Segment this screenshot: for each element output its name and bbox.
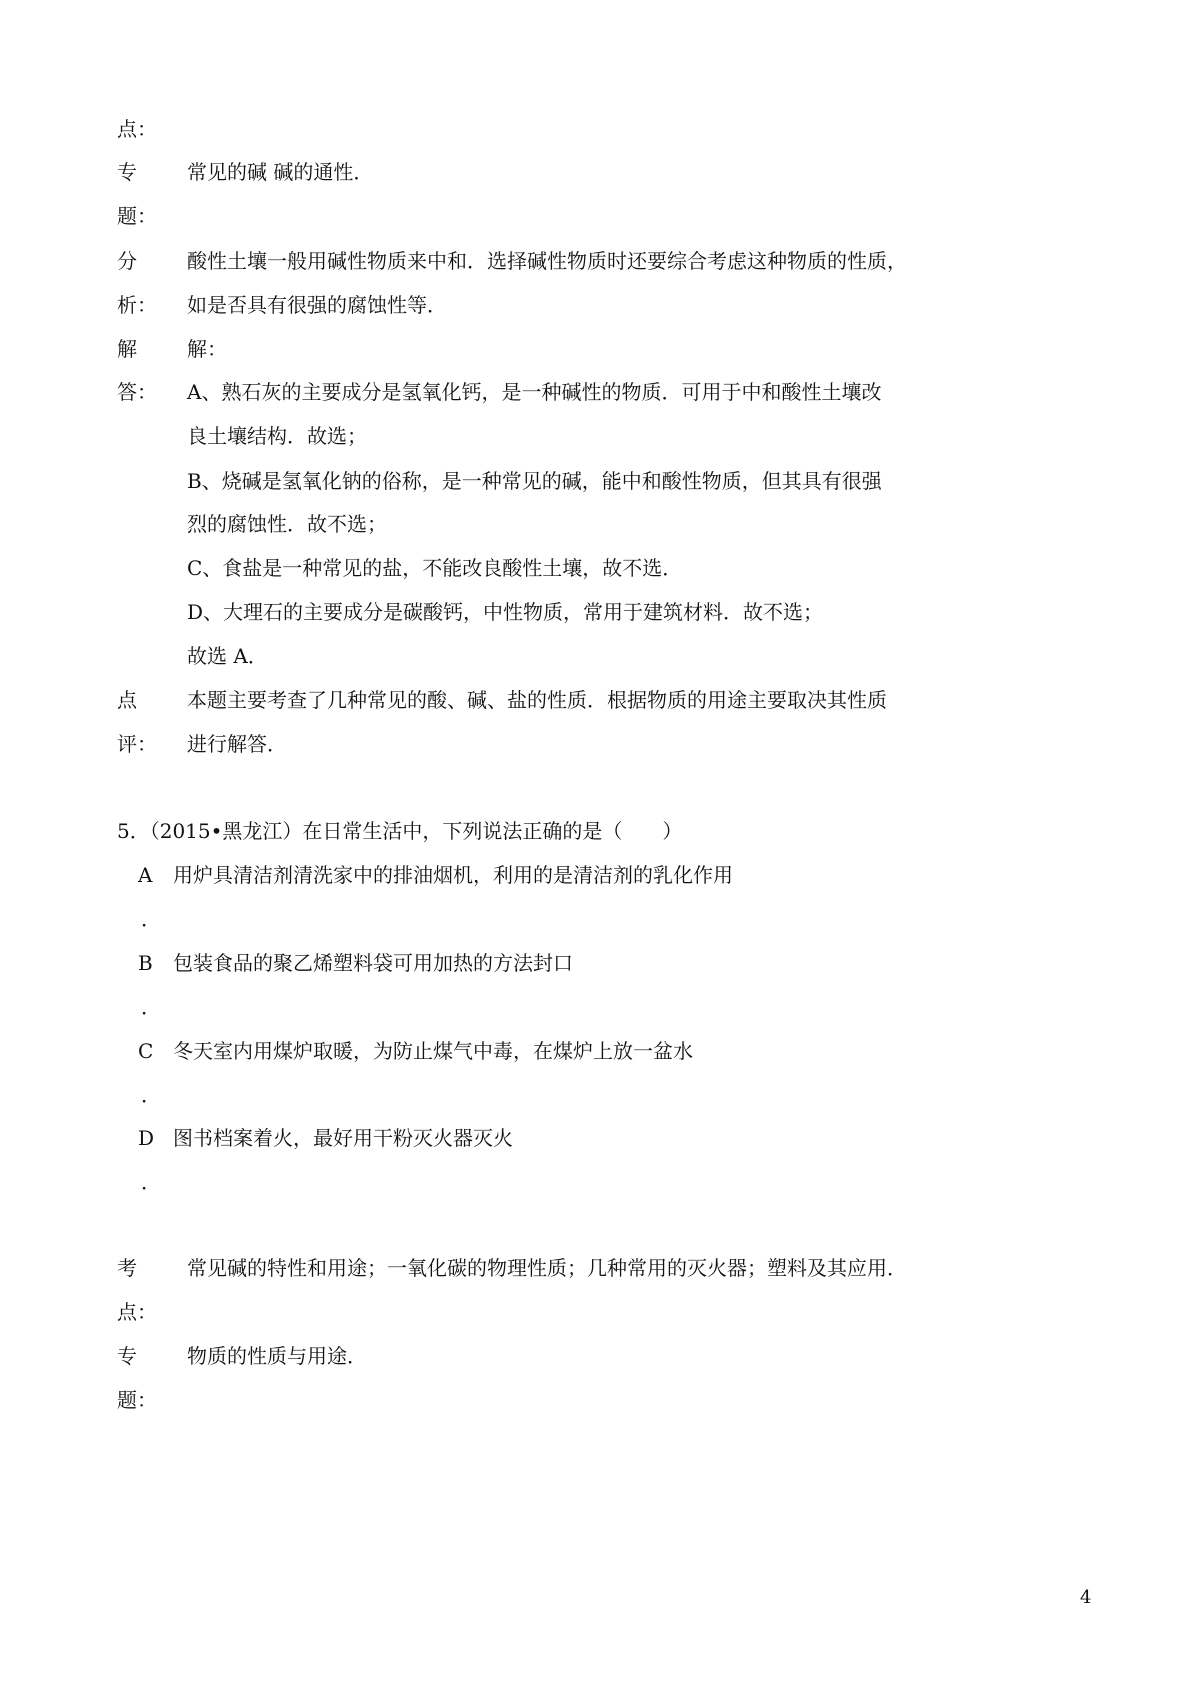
dianping-label-2: 评： <box>117 732 157 756</box>
option-b-letter: B <box>138 951 153 975</box>
option-d-text: 图书档案着火，最好用干粉灭火器灭火 <box>173 1126 513 1150</box>
fenxi-label-1: 分 <box>117 249 137 273</box>
option-b-text: 包装食品的聚乙烯塑料袋可用加热的方法封口 <box>173 951 573 975</box>
fenxi-text-1: 酸性土壤一般用碱性物质来中和．选择碱性物质时还要综合考虑这种物质的性质， <box>187 249 907 273</box>
question-stem: 5．（2015•黑龙江）在日常生活中，下列说法正确的是（ ） <box>117 819 683 843</box>
jieda-line: 烈的腐蚀性．故不选； <box>187 512 387 536</box>
dianping-text-2: 进行解答． <box>187 732 287 756</box>
jieda-text-0: 解： <box>187 337 227 361</box>
option-c-text: 冬天室内用煤炉取暖，为防止煤气中毒，在煤炉上放一盆水 <box>173 1039 693 1063</box>
kaodian-label-2: 点： <box>117 117 157 141</box>
option-c-dot: ． <box>141 1083 161 1107</box>
dianping-text-1: 本题主要考查了几种常见的酸、碱、盐的性质．根据物质的用途主要取决其性质 <box>187 688 887 712</box>
zhuanti-label-2: 题： <box>117 204 157 228</box>
zhuanti-text: 物质的性质与用途． <box>187 1344 367 1368</box>
zhuanti-label-1: 专 <box>117 160 137 184</box>
jieda-line: A、熟石灰的主要成分是氢氧化钙，是一种碱性的物质．可用于中和酸性土壤改 <box>187 380 882 404</box>
option-a-text: 用炉具清洁剂清洗家中的排油烟机，利用的是清洁剂的乳化作用 <box>173 863 733 887</box>
fenxi-text-2: 如是否具有很强的腐蚀性等． <box>187 293 447 317</box>
option-b-dot: ． <box>141 995 161 1019</box>
kaodian-label-1: 考 <box>117 1256 137 1280</box>
jieda-line: C、食盐是一种常见的盐，不能改良酸性土壤，故不选． <box>187 556 683 580</box>
zhuanti-label-1: 专 <box>117 1344 137 1368</box>
jieda-line: B、烧碱是氢氧化钠的俗称，是一种常见的碱，能中和酸性物质，但其具有很强 <box>187 469 882 493</box>
jieda-line: 良土壤结构．故选； <box>187 424 367 448</box>
fenxi-label-2: 析： <box>117 293 157 317</box>
option-c-letter: C <box>138 1039 154 1063</box>
option-d-dot: ． <box>141 1170 161 1194</box>
option-a-letter: A <box>138 863 153 887</box>
kaodian-label-2: 点： <box>117 1300 157 1324</box>
jieda-label-1: 解 <box>117 337 137 361</box>
jieda-line: 故选 A． <box>187 644 268 668</box>
option-d-letter: D <box>138 1126 155 1150</box>
zhuanti-label-2: 题： <box>117 1388 157 1412</box>
jieda-line: D、大理石的主要成分是碳酸钙，中性物质，常用于建筑材料．故不选； <box>187 600 824 624</box>
option-a-dot: ． <box>141 907 161 931</box>
zhuanti-text: 常见的碱 碱的通性． <box>187 160 374 184</box>
kaodian-text: 常见碱的特性和用途；一氧化碳的物理性质；几种常用的灭火器；塑料及其应用． <box>187 1256 907 1280</box>
page-number: 4 <box>1080 1587 1092 1608</box>
dianping-label-1: 点 <box>117 688 137 712</box>
jieda-label-2: 答： <box>117 380 157 404</box>
